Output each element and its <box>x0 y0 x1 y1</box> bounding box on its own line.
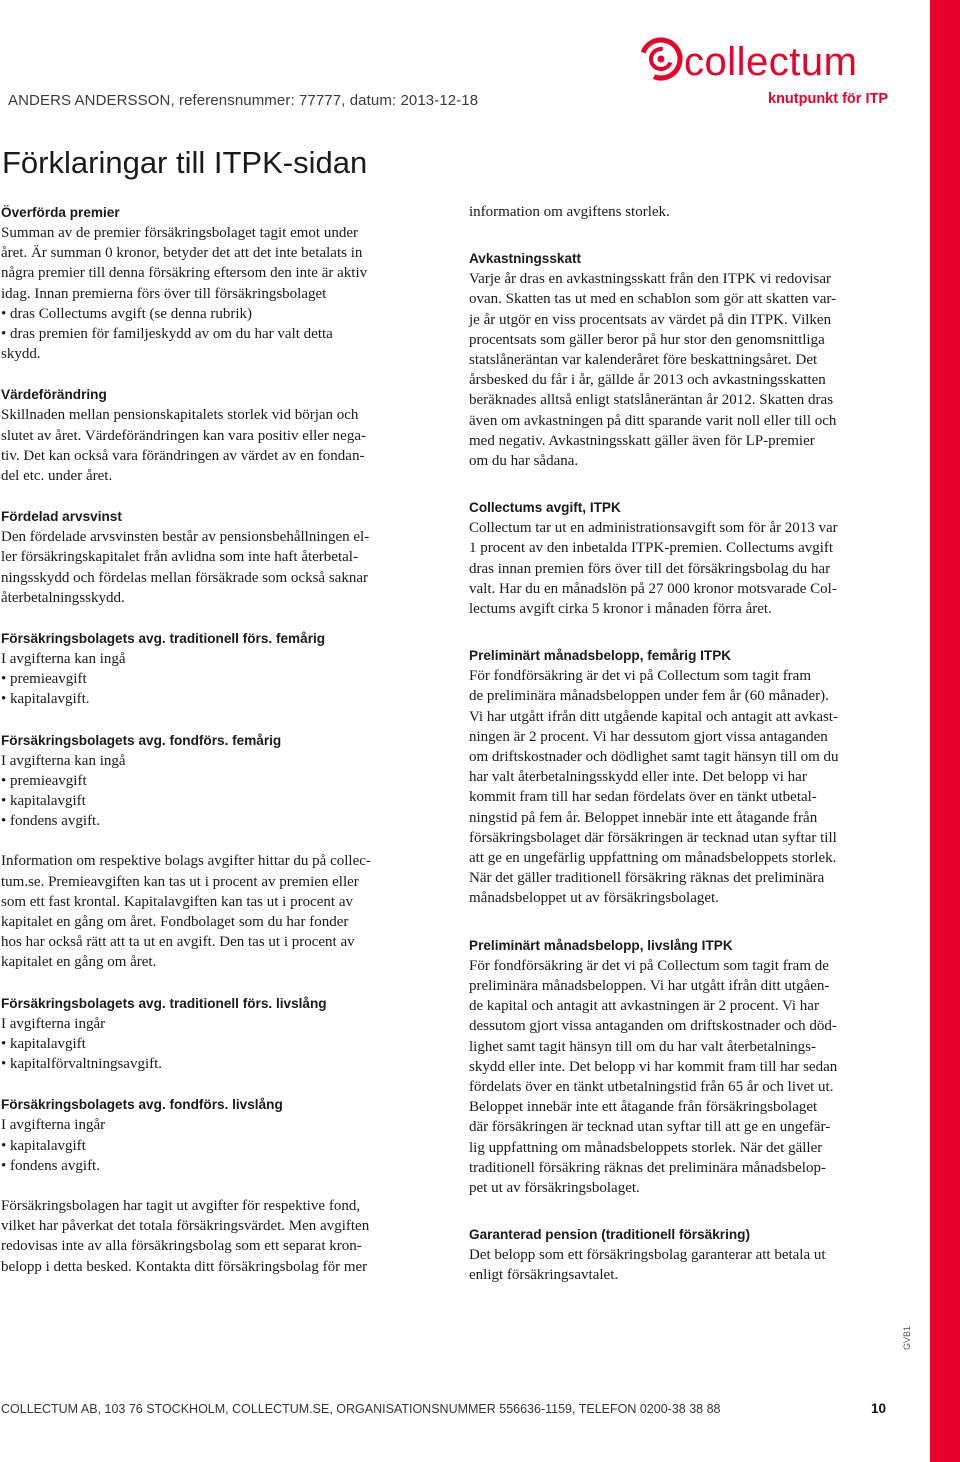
body-line: enligt försäkringsavtalet. <box>469 1267 619 1284</box>
red-side-bar <box>930 0 960 1462</box>
section-heading: Fördelad arvsvinst <box>1 509 122 525</box>
body-line: lectums avgift cirka 5 kronor i månaden förra året. <box>469 601 772 618</box>
text-section <box>1 993 441 1075</box>
section-gap <box>1 364 441 384</box>
text-section <box>1 851 441 972</box>
body-line: några premier till denna försäkring eftersom den inte är aktiv <box>1 265 368 282</box>
body-line: även om avkastningen på ditt sparande varit noll eller till och <box>469 412 837 429</box>
body-line: med negativ. Avkastningsskatt gäller även för LP-premier <box>469 432 815 449</box>
body-line: vilket har påverkat det totala försäkringsvärdet. Men avgiften <box>1 1218 370 1235</box>
body-line: 1 procent av den inbetalda ITPK-premien. Collectums avgift <box>469 540 834 557</box>
body-line: För fondförsäkring är det vi på Collectum som tagit fram <box>469 668 812 685</box>
body-line: Summan av de premier försäkringsbolaget tagit emot under <box>1 225 358 241</box>
recipient-header: ANDERS ANDERSSON, referensnummer: 77777, datum: 2013-12-18 <box>8 92 479 109</box>
body-line: • fondens avgift. <box>1 1157 100 1174</box>
body-line: preliminära månadsbeloppen. Vi har utgått ifrån ditt utgåen- <box>469 977 830 994</box>
text-section <box>1 202 441 364</box>
body-line: • kapitalavgift <box>1 793 86 810</box>
left-column <box>1 202 441 1277</box>
section-heading: Försäkringsbolagets avg. fondförs. femårig <box>1 732 282 748</box>
body-line: • dras premien för familjeskydd av om du har valt detta <box>1 326 333 343</box>
body-line: kapitalet en gång om året. Fondbolaget som du har fonder <box>1 914 349 931</box>
section-gap <box>1 710 441 730</box>
section-gap <box>469 619 909 645</box>
body-line: lighet samt tagit hänsyn till om du har valt återbetalnings- <box>469 1038 817 1055</box>
body-line: tiv. Det kan också vara förändringen av värdet av en fondan- <box>1 447 365 464</box>
body-line: traditionell försäkring räknas det preliminära månadsbelop- <box>469 1159 826 1176</box>
section-gap <box>469 222 909 248</box>
section-heading: Försäkringsbolagets avg. traditionell förs. femårig <box>1 631 326 647</box>
body-line: som ett fast krontal. Kapitalavgiften kan tas ut i procent av <box>1 893 353 910</box>
body-line: om du har sådana. <box>469 453 579 470</box>
section-gap <box>1 1176 441 1196</box>
body-line: I avgifterna ingår <box>1 1117 106 1134</box>
body-line: del etc. under året. <box>1 468 113 485</box>
body-line: För fondförsäkring är det vi på Collectum som tagit fram de <box>469 957 829 974</box>
body-line: • kapitalavgift <box>1 1137 86 1154</box>
body-line: pet ut av försäkringsbolaget. <box>469 1179 640 1196</box>
body-line: Det belopp som ett försäkringsbolag garanterar att betala ut <box>469 1247 826 1264</box>
collectum-mark-icon <box>638 36 684 82</box>
section-heading: Försäkringsbolagets avg. fondförs. livslång <box>1 1097 283 1113</box>
body-line: ningstid på fem år. Beloppet innebär inte ett åtagande från <box>469 809 818 826</box>
body-line: har valt återbetalningsskydd eller inte. Det belopp vi har <box>469 769 807 786</box>
section-heading: Värdeförändring <box>1 387 107 403</box>
body-line: de kapital och antagit att avkastningen är 2 procent. Vi har <box>469 998 819 1015</box>
text-section <box>469 645 909 908</box>
page-number: 10 <box>871 1401 887 1416</box>
section-gap <box>1 486 441 506</box>
text-section <box>469 202 909 222</box>
body-line: • kapitalavgift <box>1 1035 86 1052</box>
body-line: Beloppet innebär inte ett åtagande från försäkringsbolaget <box>469 1099 818 1116</box>
body-line: • kapitalförvaltningsavgift. <box>1 1056 163 1073</box>
form-code: GVB1 <box>902 1325 912 1350</box>
body-line: kommit fram till har sedan fördelats över en tänkt utbetal- <box>469 789 817 806</box>
logo-wordmark: collectum <box>684 40 858 84</box>
body-line: redovisas inte av alla försäkringsbolag som ett separat kron- <box>1 1238 362 1255</box>
body-line: året. Är summan 0 kronor, betyder det att det inte betalats in <box>1 245 363 262</box>
section-gap <box>469 909 909 935</box>
section-heading: Collectums avgift, ITPK <box>469 500 621 516</box>
body-line: de preliminära månadsbeloppen under fem år (60 månader). <box>469 688 829 705</box>
body-line: Varje år dras en avkastningsskatt från den ITPK vi redovisar <box>469 271 831 288</box>
body-line: • dras Collectums avgift (se denna rubrik) <box>1 305 253 322</box>
body-line: Den fördelade arvsvinsten består av pensionsbehållningen el- <box>1 529 370 546</box>
body-line: belopp i detta besked. Kontakta ditt försäkringsbolag för mer <box>1 1258 368 1275</box>
body-line: kapitalet en gång om året. <box>1 954 157 971</box>
body-line: je år utgör en viss procentsats av värdet på din ITPK. Vilken <box>469 311 832 328</box>
body-line: I avgifterna kan ingå <box>1 651 126 668</box>
body-line: dras innan premien förs över till det försäkringsbolag du har <box>469 560 831 577</box>
collectum-logo <box>636 34 898 110</box>
body-line: där försäkringen är tecknad utan syftar till att ge en ungefär- <box>469 1119 831 1136</box>
text-section <box>469 1224 909 1285</box>
text-section <box>469 935 909 1198</box>
body-line: beräknades alltså enligt statslåneräntan år 2012. Skatten dras <box>469 392 834 409</box>
footer-address: COLLECTUM AB, 103 76 STOCKHOLM, COLLECTUM.SE, ORGANISATIONSNUMMER 556636-1159, TELEFON 0200-38 38 88 <box>1 1402 721 1416</box>
body-line: • kapitalavgift. <box>1 691 90 708</box>
body-line: månadsbeloppet ut av försäkringsbolaget. <box>469 890 719 907</box>
body-line: skydd eller inte. Det belopp vi har kommit fram till har sedan <box>469 1058 838 1075</box>
body-line: ler försäkringskapitalet från avlidna som inte haft återbetal- <box>1 549 358 566</box>
body-line: information om avgiftens storlek. <box>469 204 670 220</box>
section-heading: Preliminärt månadsbelopp, livslång ITPK <box>469 937 733 953</box>
text-section <box>1 384 441 486</box>
body-line: dessutom gjort vissa antaganden om driftskostnader och död- <box>469 1018 837 1035</box>
body-line: försäkringsbolaget där försäkringen är tecknad utan syftar till <box>469 829 837 846</box>
body-line: valt. Har du en månadslön på 27 000 kronor motsvarade Col- <box>469 580 837 597</box>
body-line: idag. Innan premierna förs över till försäkringsbolaget <box>1 285 327 302</box>
section-gap <box>1 973 441 993</box>
body-line: • premieavgift <box>1 671 87 688</box>
body-line: Skillnaden mellan pensionskapitalets storlek vid början och <box>1 407 359 424</box>
page-title: Förklaringar till ITPK-sidan <box>2 145 368 180</box>
body-line: procentsats som gäller beror på hur stor den genomsnittliga <box>469 331 825 348</box>
body-line: I avgifterna ingår <box>1 1015 106 1032</box>
section-heading: Garanterad pension (traditionell försäkring) <box>469 1227 750 1243</box>
body-line: När det gäller traditionell försäkring räknas det preliminära <box>469 870 825 887</box>
text-section <box>1 1094 441 1176</box>
section-heading: Preliminärt månadsbelopp, femårig ITPK <box>469 648 732 664</box>
body-line: återbetalningsskydd. <box>1 589 125 606</box>
body-line: årsbesked du får i år, gällde år 2013 och avkastningsskatten <box>469 372 826 389</box>
body-line: • premieavgift <box>1 772 87 789</box>
body-line: • fondens avgift. <box>1 813 100 830</box>
body-line: att ge en ungefärlig uppfattning om månadsbeloppets storlek. <box>469 850 837 867</box>
body-line: statslåneräntan var kalenderåret före beskattningsåret. Det <box>469 352 818 369</box>
body-line: om driftskostnader och dödlighet samt tagit hänsyn till om du <box>469 749 839 766</box>
body-line: tum.se. Premieavgiften kan tas ut i procent av premien eller <box>1 873 359 890</box>
text-section <box>1 506 441 608</box>
body-line: Vi har utgått ifrån ditt utgående kapital och antagit att avkast- <box>469 708 838 725</box>
body-line: ningen är 2 procent. Vi har dessutom gjort vissa antaganden <box>469 728 828 745</box>
body-line: I avgifterna kan ingå <box>1 752 126 769</box>
text-section <box>1 730 441 832</box>
text-section <box>469 497 909 619</box>
section-heading: Avkastningsskatt <box>469 251 582 267</box>
section-gap <box>469 471 909 497</box>
right-column <box>469 202 909 1286</box>
body-line: slutet av året. Värdeförändringen kan vara positiv eller nega- <box>1 427 366 444</box>
body-line: hos har också rätt att ta ut en avgift. Den tas ut i procent av <box>1 934 355 951</box>
body-line: ningsskydd och fördelas mellan försäkrade som också saknar <box>1 569 368 586</box>
body-line: Information om respektive bolags avgifter hittar du på collec- <box>1 853 371 870</box>
body-line: ovan. Skatten tas ut med en schablon som gör att skatten var- <box>469 291 837 308</box>
section-gap <box>1 1074 441 1094</box>
section-gap <box>1 831 441 851</box>
text-section <box>469 248 909 471</box>
section-gap <box>469 1198 909 1224</box>
body-line: fördelats över en tänkt utbetalningstid från 65 år och livet ut. <box>469 1078 834 1095</box>
section-heading: Överförda premier <box>1 205 120 220</box>
body-line: lig uppfattning om månadsbeloppets storlek. När det gäller <box>469 1139 823 1156</box>
text-section <box>1 628 441 710</box>
body-line: Collectum tar ut en administrationsavgift som för år 2013 var <box>469 520 838 537</box>
section-heading: Försäkringsbolagets avg. traditionell förs. livslång <box>1 995 327 1011</box>
body-line: skydd. <box>1 346 41 363</box>
logo-tagline: knutpunkt för ITP <box>768 91 889 107</box>
text-section <box>1 1196 441 1277</box>
body-line: Försäkringsbolagen har tagit ut avgifter för respektive fond, <box>1 1197 361 1214</box>
section-gap <box>1 608 441 628</box>
